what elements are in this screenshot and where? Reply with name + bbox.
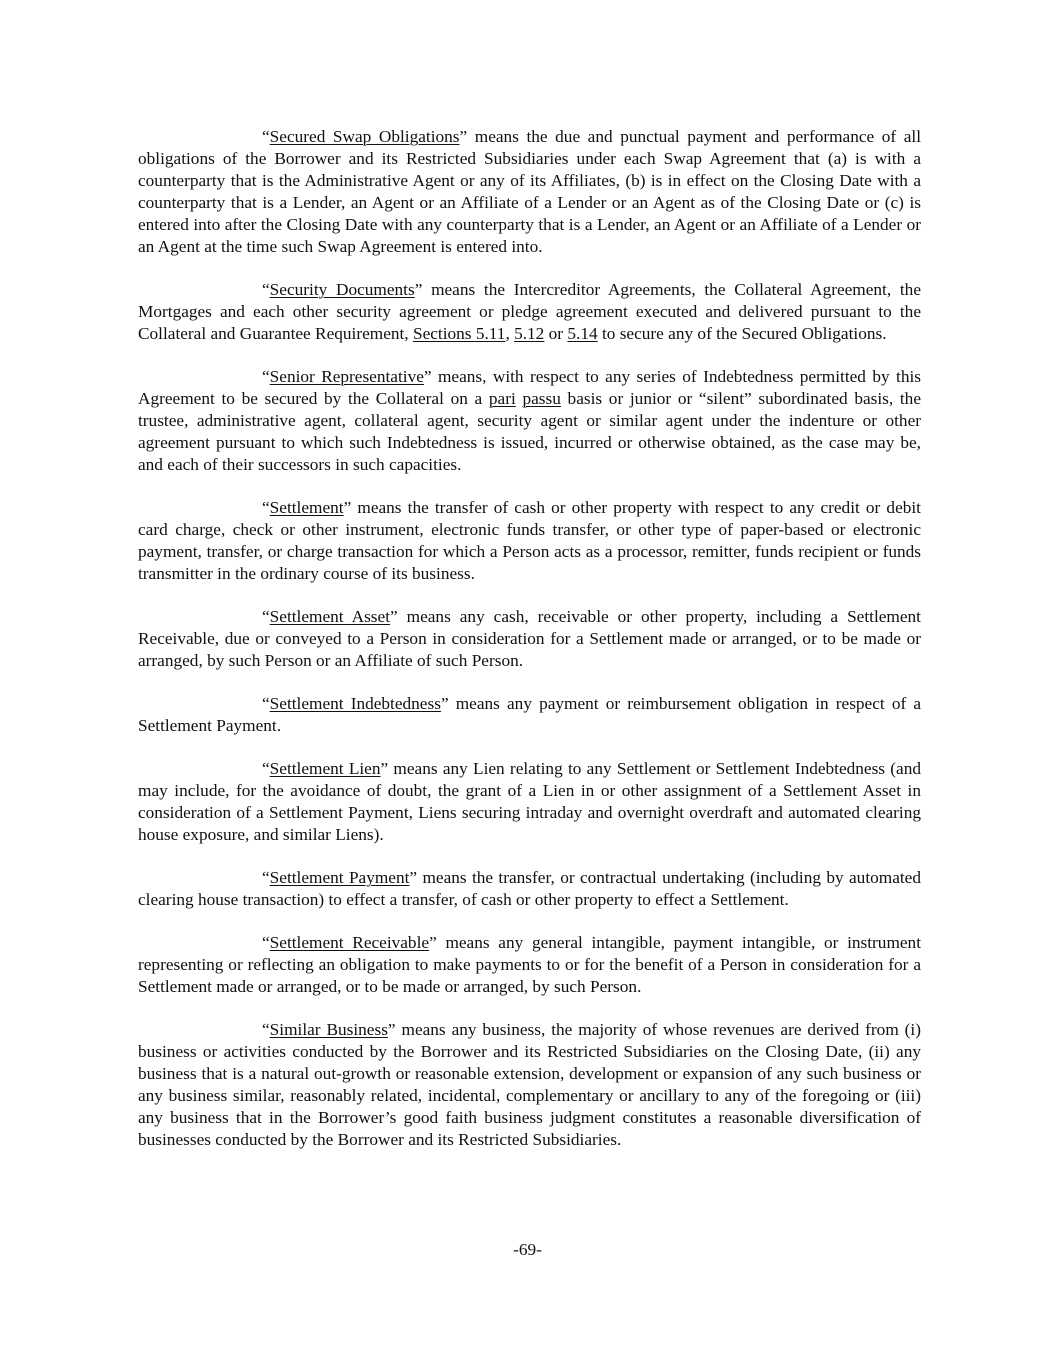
paragraph-text: “ (262, 607, 270, 626)
paragraph-text: ” means any cash, receivable or other property, including a Settlement Receivable, due or conveyed to a Person in consideration for a Settlement made or arranged, or to be made or arranged, by such Person or an Affiliate of such Person. (138, 607, 921, 670)
defined-term: passu (522, 389, 561, 408)
paragraph-text: ” means the due and punctual payment and performance of all obligations of the Borrower and its Restricted Subsidiaries under each Swap Agreement that (a) is with a counterparty that is the Administrative Agent or any of its Affiliates, (b) is in effect on the Closing Date with a counterparty that is a Lender, an Agent or an Affiliate of a Lender or an Agent as of the Closing Date or (c) is entered into after the Closing Date with any counterparty that is a Lender, an Agent or an Affiliate of a Lender or an Agent at the time such Swap Agreement is entered into. (138, 127, 921, 256)
definition-paragraph (138, 932, 921, 998)
definition-paragraph (138, 126, 921, 258)
defined-term: Senior Representative (269, 367, 424, 386)
paragraph-text: , (505, 324, 515, 343)
paragraph-text: ” means any business, the majority of whose revenues are derived from (i) business or activities conducted by the Borrower and its Restricted Subsidiaries on the Closing Date, (ii) any business that is a natural out-growth or reasonable extension, development or expansion of any such business or any business similar, reasonably related, incidental, complementary or ancillary to any of the foregoing or (iii) any business that in the Borrower’s good faith business judgment constitutes a reasonable diversification of businesses conducted by the Borrower and its Restricted Subsidiaries. (138, 1020, 921, 1149)
defined-term: pari (488, 389, 516, 408)
definition-paragraph (138, 606, 921, 672)
defined-term: Sections 5.11 (412, 324, 506, 343)
defined-term: Settlement Lien (269, 759, 381, 778)
paragraph-text: “ (262, 759, 270, 778)
paragraph-text: “ (262, 933, 270, 952)
defined-term: Similar Business (269, 1020, 388, 1039)
defined-term: 5.12 (514, 324, 545, 343)
defined-term: Secured Swap Obligations (269, 127, 460, 146)
defined-term: Settlement Receivable (269, 933, 430, 952)
defined-term: Security Documents (269, 280, 415, 299)
definition-paragraph (138, 279, 921, 345)
defined-term: Settlement Asset (269, 607, 390, 626)
paragraph-text: “ (262, 280, 270, 299)
paragraph-text: ” means, with respect to any series of Indebtedness permitted by this Agreement to be secured by the Collateral on a (138, 367, 921, 408)
paragraph-text: “ (262, 868, 270, 887)
paragraph-text: “ (262, 694, 270, 713)
paragraph-text: ” means the transfer of cash or other property with respect to any credit or debit card charge, check or other instrument, electronic funds transfer, or other type of paper-based or electronic payment, transfer, or charge transaction for which a Person acts as a processor, remitter, funds recipient or funds transmitter in the ordinary course of its business. (138, 498, 921, 583)
defined-term: Settlement (269, 498, 344, 517)
paragraph-text: “ (262, 367, 270, 386)
paragraph-text: to secure any of the Secured Obligations. (597, 324, 887, 343)
paragraph-text: ” means any general intangible, payment intangible, or instrument representing or reflecting an obligation to make payments to or for the benefit of a Person in consideration for a Settlement made or arranged, or to be made or arranged, by such Person. (138, 933, 922, 996)
definition-paragraph (138, 693, 921, 737)
definition-paragraph (138, 867, 921, 911)
paragraph-text: “ (262, 1020, 270, 1039)
definition-paragraph (138, 497, 921, 585)
paragraph-text: or (544, 324, 568, 343)
definition-paragraph (138, 1019, 921, 1151)
paragraph-text: basis or junior or “silent” subordinated basis, the trustee, administrative agent, collateral agent, security agent or similar agent under the indenture or other agreement pursuant to which such Indebtedness is issued, incurred or otherwise obtained, as the case may be, and each of their successors in such capacities. (138, 389, 921, 474)
paragraph-text: “ (262, 127, 270, 146)
defined-term: Settlement Indebtedness (269, 694, 441, 713)
definition-paragraph (138, 366, 921, 476)
paragraph-text: ” means the Intercreditor Agreements, the Collateral Agreement, the Mortgages and each other security agreement or pledge agreement executed and delivered pursuant to the Collateral and Guarantee Requirement, (138, 280, 921, 343)
paragraph-text: ” means any Lien relating to any Settlement or Settlement Indebtedness (and may include, for the avoidance of doubt, the grant of a Lien in or other assignment of a Settlement Asset in consideration of a Settlement Payment, Liens securing intraday and overnight overdraft and automated clearing house exposure, and similar Liens). (138, 759, 921, 844)
document-body (138, 126, 921, 1172)
paragraph-text: ” means the transfer, or contractual undertaking (including by automated clearing house transaction) to effect a transfer, of cash or other property to effect a Settlement. (138, 868, 921, 909)
paragraph-text: ” means any payment or reimbursement obligation in respect of a Settlement Payment. (138, 694, 922, 735)
paragraph-text: “ (262, 498, 270, 517)
definition-paragraph (138, 758, 921, 846)
defined-term: 5.14 (567, 324, 598, 343)
page-number: -69- (513, 1240, 542, 1259)
defined-term: Settlement Payment (269, 868, 410, 887)
